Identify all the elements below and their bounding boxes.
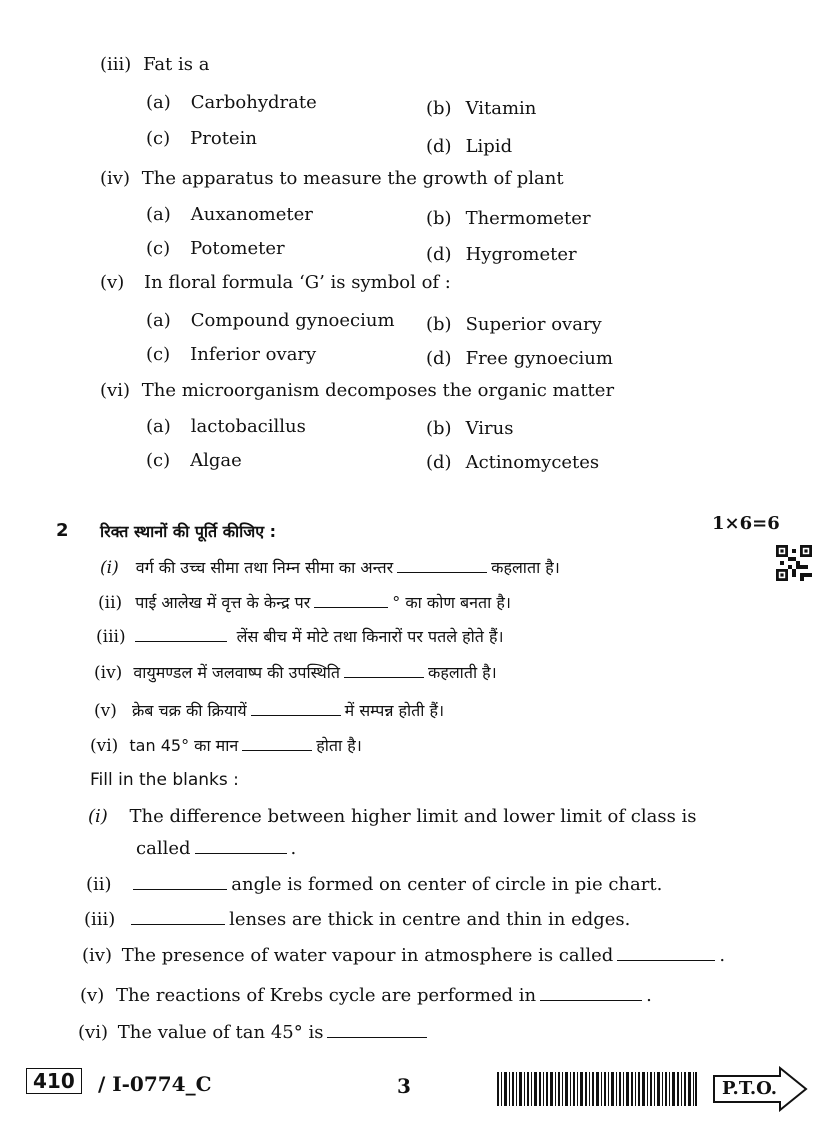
paper-code-box: 410 [26,1068,82,1094]
english-item-vi: (vi) The value of tan 45° is [78,1022,431,1043]
question-2-number: 2 [56,520,69,541]
option-d: (d) Free gynoecium [426,348,613,369]
hindi-item-i: (i) वर्ग की उच्च सीमा तथा निम्न सीमा का अन्तर कहलाता है। [100,558,560,578]
blank-line [344,676,424,678]
blank-line [242,749,312,751]
option-c: (c) Inferior ovary [146,344,317,365]
question-text: In floral formula ‘G’ is symbol of : [143,272,451,293]
hindi-item-v: (v) क्रेब चक्र की क्रियायें में सम्पन्न होती हैं। [94,701,445,721]
blank-line [195,852,287,854]
option-a: (a) Compound gynoecium [146,310,395,331]
english-item-i: (i) The difference between higher limit and lower limit of class is [88,806,697,827]
question-number: (v) [100,272,125,293]
pto-arrow [712,1066,808,1112]
option-d: (d) Lipid [426,136,513,157]
marks: 1×6=6 [712,513,780,534]
english-item-iv: (iv) The presence of water vapour in atmosphere is called . [82,945,726,966]
barcode-icon [497,1072,697,1106]
question-number: (iii) [100,54,132,75]
question-text: The apparatus to measure the growth of plant [141,168,564,189]
option-b: (b) Vitamin [426,98,537,119]
blank-line [135,640,227,642]
option-b: (b) Superior ovary [426,314,602,335]
english-heading: Fill in the blanks : [90,770,239,790]
english-item-iii: (iii) lenses are thick in centre and thin in edges. [84,909,631,930]
option-b: (b) Virus [426,418,514,439]
blank-line [251,714,341,716]
option-c: (c) Protein [146,128,257,149]
paper-code: / I-0774_C [98,1072,212,1096]
hindi-item-iv: (iv) वायुमण्डल में जलवाष्प की उपस्थिति कहलाती है। [94,663,497,683]
qr-code-icon [776,545,812,581]
q1-iv [100,168,564,189]
blank-line [133,888,227,890]
option-d: (d) Hygrometer [426,244,577,265]
question-number: (vi) [100,380,130,401]
q1-iii [100,54,209,75]
blank-line [397,571,487,573]
english-item-ii: (ii) angle is formed on center of circle in pie chart. [86,874,663,895]
question-text: The microorganism decomposes the organic matter [141,380,615,401]
hindi-item-iii: (iii) लेंस बीच में मोटे तथा किनारों पर पतले होते हैं। [96,627,504,647]
blank-line [540,999,642,1001]
option-a: (a) Auxanometer [146,204,313,225]
q1-vi [100,380,614,401]
english-item-i-line2: called . [136,838,297,859]
question-text: Fat is a [143,54,210,75]
q1-v [100,272,451,293]
option-b: (b) Thermometer [426,208,591,229]
question-number: (iv) [100,168,130,189]
blank-line [131,923,225,925]
hindi-heading: रिक्त स्थानों की पूर्ति कीजिए : [100,522,277,541]
option-a: (a) lactobacillus [146,416,306,437]
blank-line [617,959,715,961]
hindi-item-ii: (ii) पाई आलेख में वृत्त के केन्द्र पर ° का कोण बनता है। [98,593,511,613]
option-c: (c) Algae [146,450,242,471]
option-c: (c) Potometer [146,238,285,259]
option-d: (d) Actinomycetes [426,452,600,473]
blank-line [314,606,388,608]
pto-label: P.T.O. [722,1078,778,1099]
hindi-item-vi: (vi) tan 45° का मान होता है। [90,736,362,756]
page-number: 3 [397,1074,411,1098]
blank-line [327,1036,427,1038]
option-a: (a) Carbohydrate [146,92,317,113]
english-item-v: (v) The reactions of Krebs cycle are performed in . [80,985,652,1006]
